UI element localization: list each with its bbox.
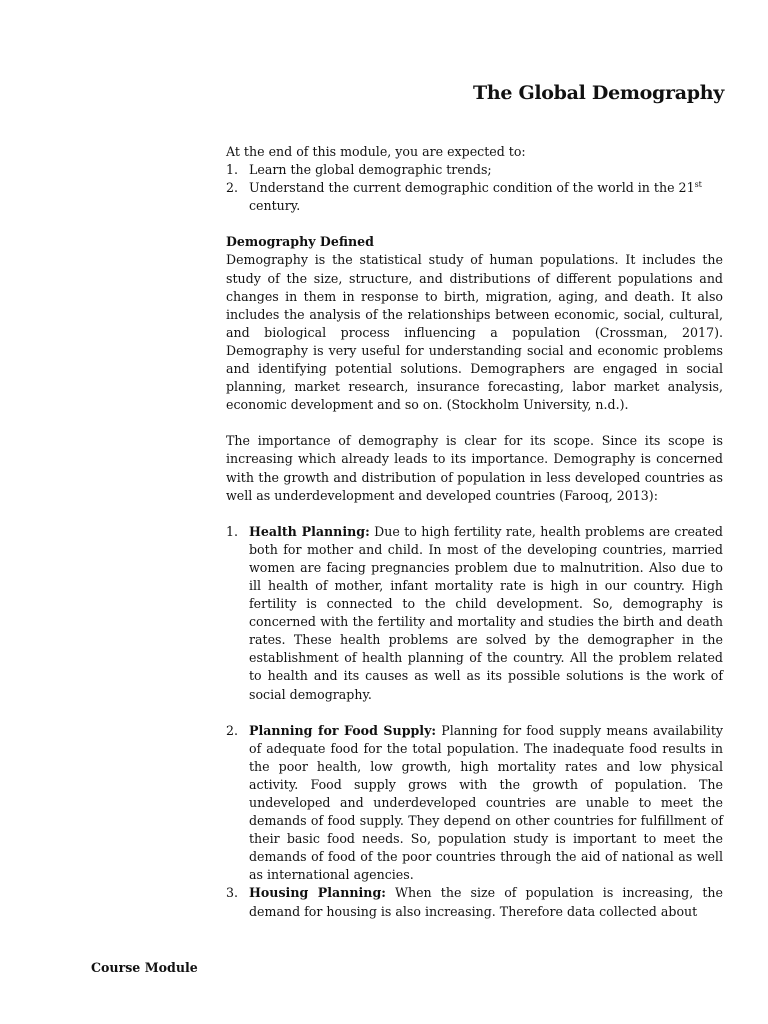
objective-number: 2. <box>226 180 239 196</box>
list-number: 1. <box>226 523 239 539</box>
item-lead: Health Planning: <box>249 523 370 539</box>
section-heading: Demography Defined <box>226 234 374 250</box>
list-item <box>226 722 723 885</box>
objective-text: Understand the current demographic condition of the world in the 21st century. <box>249 180 702 214</box>
footer-label: Course Module <box>91 960 198 975</box>
objectives-intro: At the end of this module, you are expected to: <box>226 144 526 159</box>
objective-text: Learn the global demographic trends; <box>249 162 492 178</box>
item-text: Due to high fertility rate, health problems are created both for mother and child. In most of the developing countries, married women are facing pregnancies problem due to malnutrition. Also due to ill health of mother, infant mortality rate is high in our country. High fertility is connected to the child development. So, demography is concerned with the fertility and mortality and studies the birth and death rates. These health problems are solved by the demographer in the establishment of health planning of the country. All the problem related to health and its causes as well as its possible solutions is the work of social demography. <box>249 523 723 702</box>
list-number: 3. <box>226 885 239 901</box>
list-item <box>226 884 723 920</box>
importance-paragraph: The importance of demography is clear for its scope. Since its scope is increasing which already leads to its importance. Demography is concerned with the growth and distribution of population in less developed countries as well as underdevelopment and developed countries (Farooq, 2013): <box>226 433 723 503</box>
list-item <box>226 523 723 704</box>
definition-paragraph: Demography is the statistical study of human populations. It includes the study of the size, structure, and distributions of different populations and changes in them in response to birth, migration, aging, and death. It also includes the analysis of the relationships between economic, social, cultural, and biological process influencing a population (Crossman, 2017). Demography is very useful for understanding social and economic problems and identifying potential solutions. Demographers are engaged in social planning, market research, insurance forecasting, labor market analysis, economic development and so on. (Stockholm University, n.d.). <box>226 252 723 413</box>
module-content <box>226 143 723 921</box>
objective-item <box>226 161 723 179</box>
item-lead: Housing Planning: <box>249 885 386 901</box>
ordinal-suffix: st <box>694 180 702 190</box>
page-title: The Global Demography <box>473 82 724 104</box>
item-text: Planning for food supply means availability of adequate food for the total population. The inadequate food results in the poor health, low growth, high mortality rates and low physical activity. Food supply grows with the growth of population. The undeveloped and underdeveloped countries are unable to meet the demands of food supply. They depend on other countries for fulfillment of their basic food needs. So, population study is important to meet the demands of food of the poor countries through the aid of national as well as international agencies. <box>249 722 723 883</box>
objective-number: 1. <box>226 162 239 178</box>
objective-item <box>226 179 723 215</box>
item-text: When the size of population is increasing, the demand for housing is also increasing. Therefore data collected about <box>249 885 723 919</box>
item-lead: Planning for Food Supply: <box>249 722 437 738</box>
list-number: 2. <box>226 722 239 738</box>
